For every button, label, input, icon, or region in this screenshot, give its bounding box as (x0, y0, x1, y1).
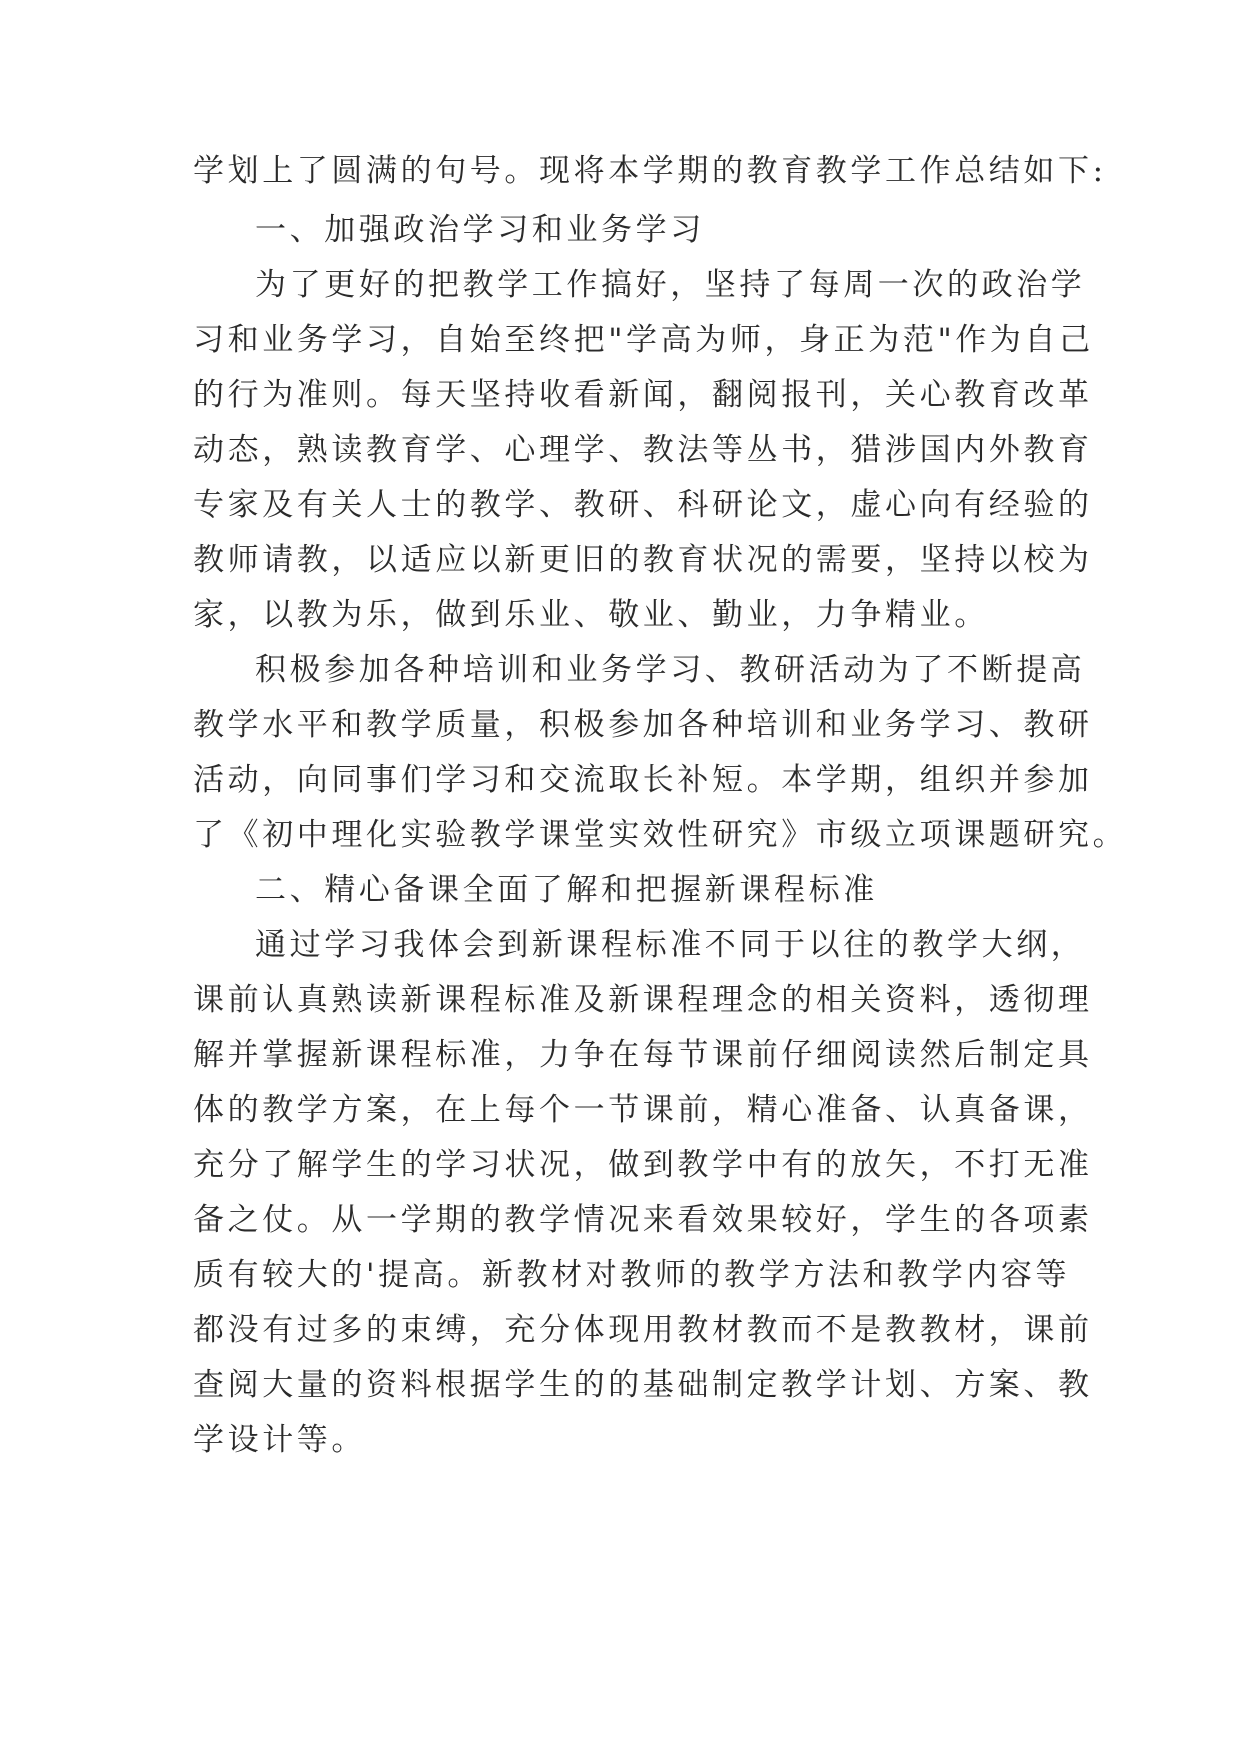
text-line: 专家及有关人士的教学、教研、科研论文，虚心向有经验的 (193, 487, 1093, 523)
text-line: 课前认真熟读新课程标准及新课程理念的相关资料，透彻理 (193, 982, 1093, 1018)
text-line: 备之仗。从一学期的教学情况来看效果较好，学生的各项素 (193, 1202, 1093, 1238)
text-line: 学设计等。 (193, 1422, 366, 1458)
text-line: 解并掌握新课程标准，力争在每节课前仔细阅读然后制定具 (193, 1037, 1093, 1073)
text-line: 了《初中理化实验教学课堂实效性研究》市级立项课题研究。 (193, 817, 1128, 853)
text-line: 积极参加各种培训和业务学习、教研活动为了不断提高 (255, 652, 1086, 688)
text-line: 为了更好的把教学工作搞好，坚持了每周一次的政治学 (255, 267, 1086, 303)
text-line: 体的教学方案，在上每个一节课前，精心准备、认真备课， (193, 1092, 1093, 1128)
text-line: 充分了解学生的学习状况，做到教学中有的放矢，不打无准 (193, 1147, 1093, 1183)
text-line: 家，以教为乐，做到乐业、敬业、勤业，力争精业。 (193, 597, 989, 633)
text-line: 质有较大的'提高。新教材对教师的教学方法和教学内容等 (193, 1257, 1071, 1293)
text-line: 习和业务学习，自始至终把"学高为师，身正为范"作为自己 (193, 322, 1094, 358)
section-heading: 一、加强政治学习和业务学习 (255, 212, 705, 248)
text-line: 教学水平和教学质量，积极参加各种培训和业务学习、教研 (193, 707, 1093, 743)
text-line: 动态，熟读教育学、心理学、教法等丛书，猎涉国内外教育 (193, 432, 1093, 468)
text-line: 教师请教，以适应以新更旧的教育状况的需要，坚持以校为 (193, 542, 1093, 578)
text-line: 学划上了圆满的句号。现将本学期的教育教学工作总结如下: (193, 153, 1107, 189)
text-line: 的行为准则。每天坚持收看新闻，翻阅报刊，关心教育改革 (193, 377, 1093, 413)
text-line: 查阅大量的资料根据学生的的基础制定教学计划、方案、教 (193, 1367, 1093, 1403)
section-heading: 二、精心备课全面了解和把握新课程标准 (255, 872, 878, 908)
text-line: 活动，向同事们学习和交流取长补短。本学期，组织并参加 (193, 762, 1093, 798)
text-line: 都没有过多的束缚，充分体现用教材教而不是教教材，课前 (193, 1312, 1093, 1348)
text-line: 通过学习我体会到新课程标准不同于以往的教学大纲， (255, 927, 1086, 963)
